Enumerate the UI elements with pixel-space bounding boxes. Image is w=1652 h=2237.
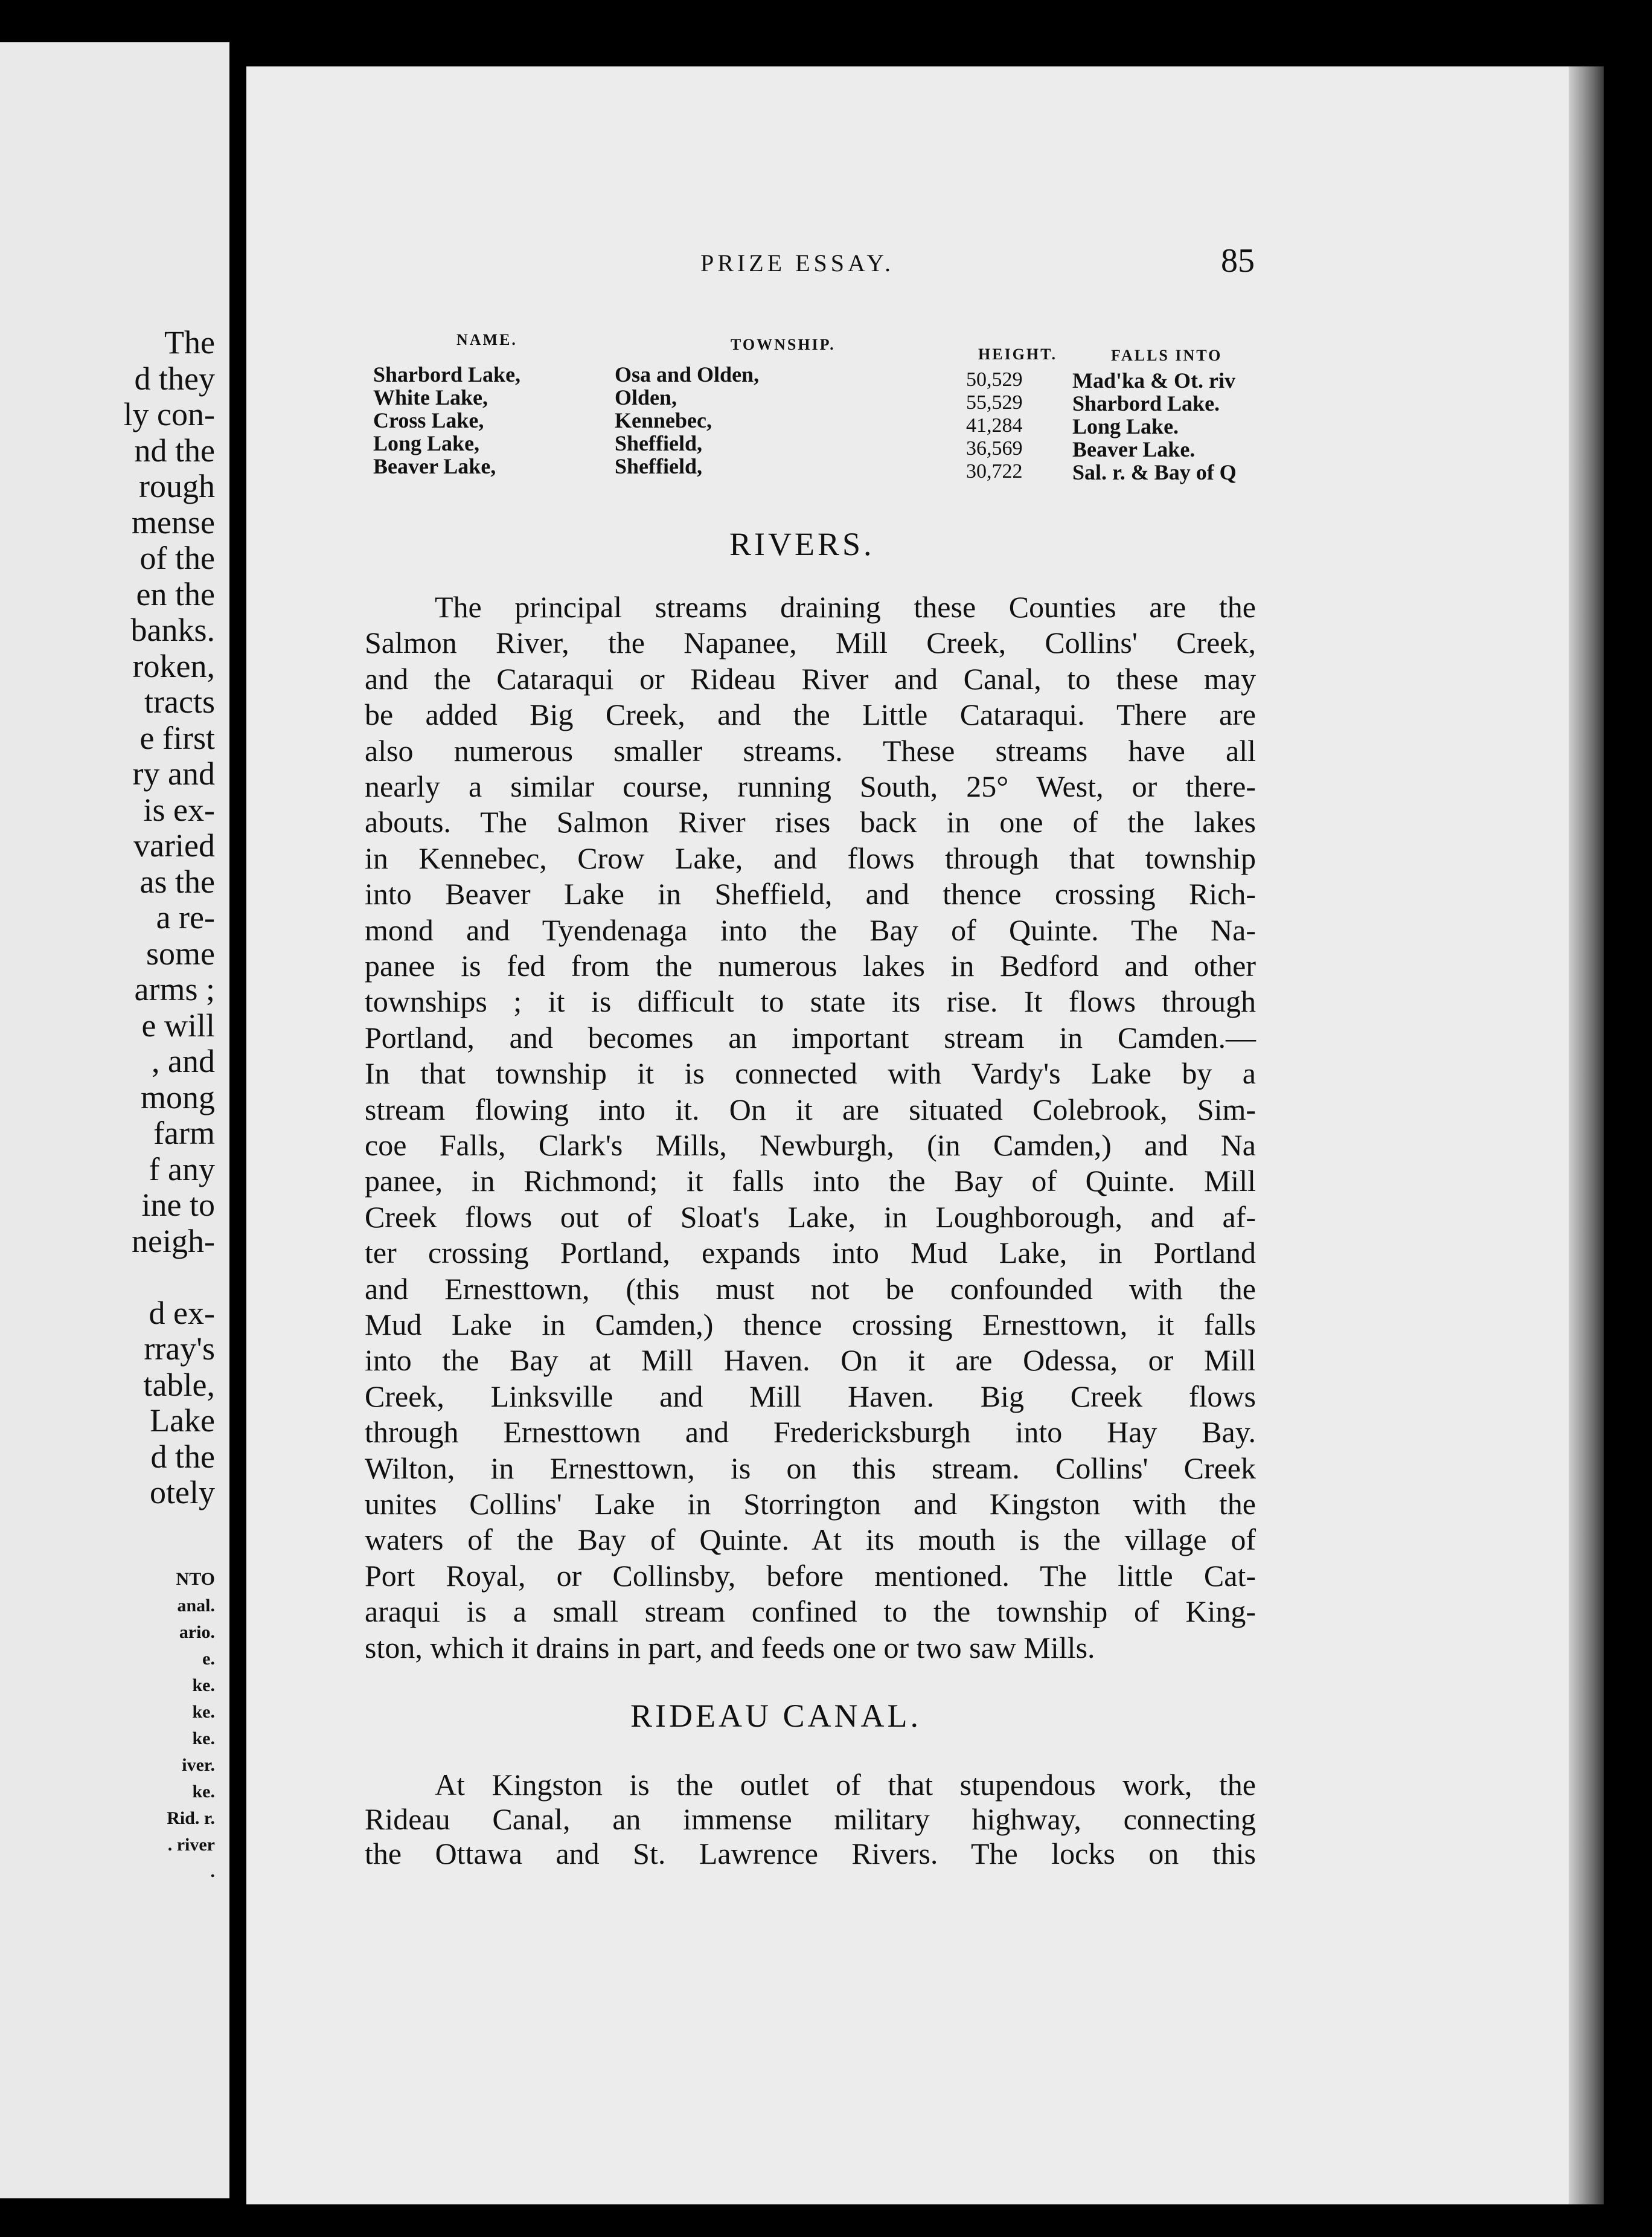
rivers-text-line: mond and Tyendenaga into the Bay of Quinte. The Na- [365, 913, 1256, 947]
rideau-text-line: At Kingston is the outlet of that stupendous work, the [435, 1768, 1256, 1802]
left-page-table-fragment: NTO [176, 1569, 215, 1589]
left-page-line: The [164, 324, 215, 361]
left-page-line: otely [150, 1474, 215, 1510]
left-page-line: of the [139, 540, 215, 576]
table-cell: Long Lake. [1072, 414, 1179, 438]
table-cell: White Lake, [373, 385, 488, 409]
table-cell: 41,284 [966, 414, 1023, 437]
rivers-text-line: ter crossing Portland, expands into Mud Lake, in Portland [365, 1236, 1256, 1270]
left-page-line: ine to [141, 1187, 215, 1223]
rivers-text-line: nearly a similar course, running South, 25° West, or there- [365, 769, 1256, 803]
page-edge [1569, 66, 1604, 2204]
rideau-text-line: Rideau Canal, an immense military highway, connecting [365, 1802, 1256, 1836]
table-cell: Osa and Olden, [615, 362, 760, 387]
table-column-header: HEIGHT. [978, 345, 1058, 363]
table-cell: Beaver Lake. [1072, 437, 1196, 461]
rideau-canal-heading: RIDEAU CANAL. [630, 1698, 921, 1734]
left-page-line: d ex- [149, 1294, 215, 1331]
rideau-text-line: the Ottawa and St. Lawrence Rivers. The locks on this [365, 1837, 1256, 1870]
left-page-table-fragment: . river [167, 1835, 215, 1855]
rivers-text-line: ston, which it drains in part, and feeds one or two saw Mills. [365, 1630, 1095, 1664]
table-column-header: TOWNSHIP. [731, 336, 836, 353]
rivers-text-line: stream flowing into it. On it are situated Colebrook, Sim- [365, 1092, 1256, 1126]
left-page-line: rray's [144, 1330, 215, 1367]
rivers-text-line: Wilton, in Ernesttown, is on this stream. Collins' Creek [365, 1451, 1256, 1485]
left-page-line: tracts [144, 684, 215, 720]
left-page-line: some [146, 935, 215, 972]
table-cell: 50,529 [966, 368, 1023, 391]
rivers-text-line: Portland, and becomes an important stream in Camden.— [365, 1020, 1256, 1054]
left-page-line: mong [140, 1079, 215, 1115]
left-page-line: d they [134, 360, 215, 397]
rivers-text-line: Mud Lake in Camden,) thence crossing Ernesttown, it falls [365, 1308, 1256, 1341]
page-number: 85 [1221, 242, 1255, 280]
left-page-line: d the [150, 1438, 215, 1475]
left-page-table-fragment: ke. [192, 1675, 215, 1695]
left-page-line: ly con- [123, 396, 215, 432]
left-page-line: banks. [130, 612, 215, 648]
left-page-line: nd the [134, 432, 215, 469]
table-column-header: NAME. [456, 331, 517, 348]
table-cell: Cross Lake, [373, 408, 484, 432]
rivers-text-line: and the Cataraqui or Rideau River and Canal, to these may [365, 661, 1256, 696]
table-cell: Kennebec, [615, 408, 712, 432]
table-cell: Olden, [615, 385, 677, 409]
left-page-table-fragment: . [210, 1861, 215, 1881]
table-cell: Beaver Lake, [373, 454, 496, 478]
left-page-line: e first [139, 719, 215, 756]
rivers-text-line: The principal streams draining these Counties are the [435, 590, 1256, 624]
left-page-line: neigh- [132, 1222, 215, 1259]
table-cell: Sal. r. & Bay of Q [1072, 460, 1237, 484]
left-page-line: arms ; [134, 971, 215, 1007]
left-page-line: en the [136, 576, 215, 612]
rivers-heading: RIVERS. [729, 526, 875, 562]
left-page-table-fragment: ario. [179, 1622, 215, 1642]
left-page-table-fragment: iver. [182, 1755, 215, 1775]
running-title: PRIZE ESSAY. [700, 249, 894, 277]
table-cell: Sheffield, [615, 454, 703, 478]
left-page-line: varied [133, 827, 215, 864]
rivers-text-line: panee is fed from the numerous lakes in Bedford and other [365, 949, 1256, 983]
rivers-text-line: unites Collins' Lake in Storrington and Kingston with the [365, 1487, 1256, 1521]
rivers-text-line: araqui is a small stream confined to the township of King- [365, 1594, 1256, 1629]
rivers-text-line: into the Bay at Mill Haven. On it are Odessa, or Mill [365, 1343, 1256, 1378]
table-cell: 55,529 [966, 391, 1023, 414]
table-cell: Long Lake, [373, 431, 480, 455]
rivers-text-line: Creek, Linksville and Mill Haven. Big Creek flows [365, 1379, 1256, 1413]
left-page-line: ry and [132, 756, 215, 792]
left-page-line: mense [132, 504, 215, 541]
left-page-line: , and [152, 1043, 215, 1079]
rivers-text-line: into Beaver Lake in Sheffield, and thence crossing Rich- [365, 877, 1256, 911]
table-cell: 30,722 [966, 460, 1023, 483]
left-page-line: is ex- [143, 791, 215, 828]
rivers-text-line: abouts. The Salmon River rises back in one of the lakes [365, 805, 1256, 839]
left-page-table-fragment: ke. [192, 1702, 215, 1722]
rivers-text-line: waters of the Bay of Quinte. At its mouth is the village of [365, 1523, 1256, 1557]
left-page-line: rough [139, 468, 215, 504]
left-page-line: roken, [132, 647, 215, 684]
rivers-text-line: townships ; it is difficult to state its rise. It flows through [365, 984, 1256, 1019]
table-cell: Sharbord Lake, [373, 362, 521, 387]
left-page-table-fragment: ke. [192, 1782, 215, 1802]
rivers-text-line: Port Royal, or Collinsby, before mentioned. The little Cat- [365, 1558, 1256, 1593]
table-cell: Sheffield, [615, 431, 703, 455]
rivers-text-line: Creek flows out of Sloat's Lake, in Loughborough, and af- [365, 1199, 1256, 1234]
rivers-text-line: through Ernesttown and Fredericksburgh into Hay Bay. [365, 1415, 1256, 1449]
left-page-table-fragment: Rid. r. [167, 1808, 215, 1828]
left-page-line: Lake [150, 1402, 215, 1439]
left-page-line: f any [149, 1151, 215, 1187]
left-page-line: table, [143, 1366, 215, 1403]
table-cell: Sharbord Lake. [1072, 391, 1220, 416]
left-page-line: e will [141, 1007, 215, 1044]
previous-page-fragment [0, 42, 229, 2198]
rivers-text-line: Salmon River, the Napanee, Mill Creek, Collins' Creek, [365, 626, 1256, 660]
left-page-line: a re- [156, 899, 215, 936]
left-page-table-fragment: ke. [192, 1728, 215, 1748]
table-column-header: FALLS INTO [1111, 347, 1223, 364]
rivers-text-line: also numerous smaller streams. These streams have all [365, 733, 1256, 768]
left-page-table-fragment: anal. [177, 1596, 215, 1616]
rivers-text-line: In that township it is connected with Vardy's Lake by a [365, 1056, 1256, 1091]
left-page-line: farm [153, 1115, 215, 1151]
table-cell: 36,569 [966, 437, 1023, 460]
rivers-text-line: be added Big Creek, and the Little Cataraqui. There are [365, 698, 1256, 732]
rivers-text-line: coe Falls, Clark's Mills, Newburgh, (in Camden,) and Na [365, 1128, 1256, 1162]
rivers-text-line: and Ernesttown, (this must not be confounded with the [365, 1271, 1256, 1306]
rivers-text-line: in Kennebec, Crow Lake, and flows through that township [365, 841, 1256, 875]
left-page-line: as the [139, 863, 215, 900]
table-cell: Mad'ka & Ot. riv [1072, 368, 1235, 393]
left-page-table-fragment: e. [202, 1649, 215, 1669]
rivers-text-line: panee, in Richmond; it falls into the Bay of Quinte. Mill [365, 1164, 1256, 1198]
